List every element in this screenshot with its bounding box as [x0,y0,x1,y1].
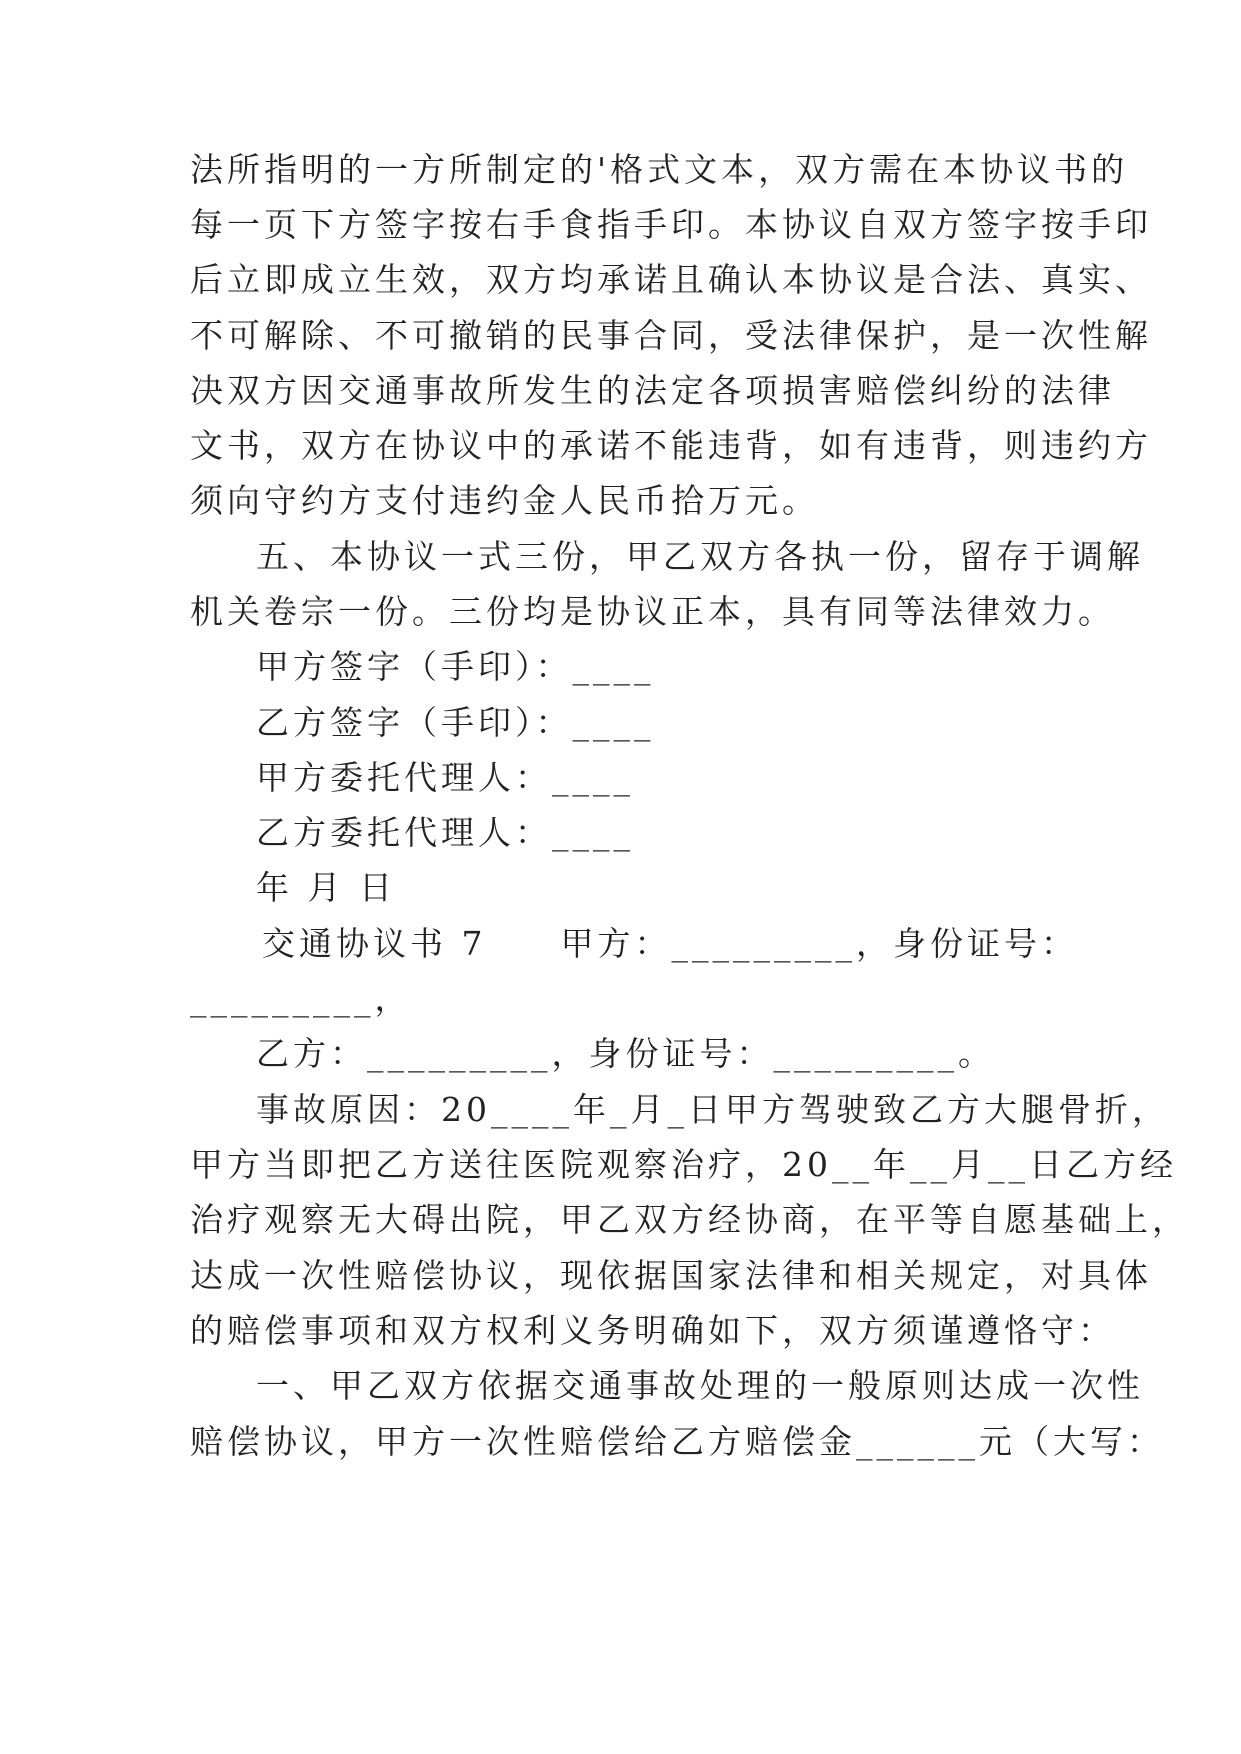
paragraph-line: 的赔偿事项和双方权利义务明确如下，双方须谨遵恪守： [190,1311,1115,1350]
paragraph-line: 须向守约方支付违约金人民币拾万元。 [190,481,819,520]
paragraph-line: 赔偿协议，甲方一次性赔偿给乙方赔偿金______元（大写： [190,1422,1164,1461]
paragraph-line: 决双方因交通事故所发生的法定各项损害赔偿纠纷的法律 [190,371,1115,410]
clause-five-line: 五、本协议一式三份，甲乙双方各执一份，留存于调解 [256,537,1144,576]
party-b-line: 乙方：_________，身份证号：_________。 [256,1034,995,1073]
paragraph-line: 不可解除、不可撤销的民事合同，受法律保护，是一次性解 [190,316,1152,355]
party-a-signature-line: 甲方签字（手印）：____ [256,647,655,686]
party-b-signature-line: 乙方签字（手印）：____ [256,703,655,742]
date-line: 年 月 日 [256,868,396,907]
paragraph-line: 机关卷宗一份。三份均是协议正本，具有同等法律效力。 [190,592,1115,631]
agreement-heading-line: 交通协议书 7 甲方：_________，身份证号： [262,924,1078,963]
paragraph-line: 治疗观察无大碍出院，甲乙双方经协商，在平等自愿基础上， [190,1200,1189,1239]
paragraph-line: 后立即成立生效，双方均承诺且确认本协议是合法、真实、 [190,260,1152,299]
paragraph-line: 文书，双方在协议中的承诺不能违背，如有违背，则违约方 [190,426,1152,465]
paragraph-line: 甲方当即把乙方送往医院观察治疗，20__年__月__日乙方经 [190,1145,1177,1184]
paragraph-line: 法所指明的一方所制定的'格式文本，双方需在本协议书的 [190,150,1129,189]
accident-cause-line: 事故原因：20____年_月_日甲方驾驶致乙方大腿骨折， [256,1090,1169,1129]
paragraph-line: 达成一次性赔偿协议，现依据国家法律和相关规定，对具体 [190,1256,1152,1295]
party-a-agent-line: 甲方委托代理人：____ [256,758,634,797]
paragraph-line: _________， [190,979,412,1018]
clause-one-line: 一、甲乙双方依据交通事故处理的一般原则达成一次性 [256,1366,1144,1405]
paragraph-line: 每一页下方签字按右手食指手印。本协议自双方签字按手印 [190,205,1152,244]
party-b-agent-line: 乙方委托代理人：____ [256,813,634,852]
